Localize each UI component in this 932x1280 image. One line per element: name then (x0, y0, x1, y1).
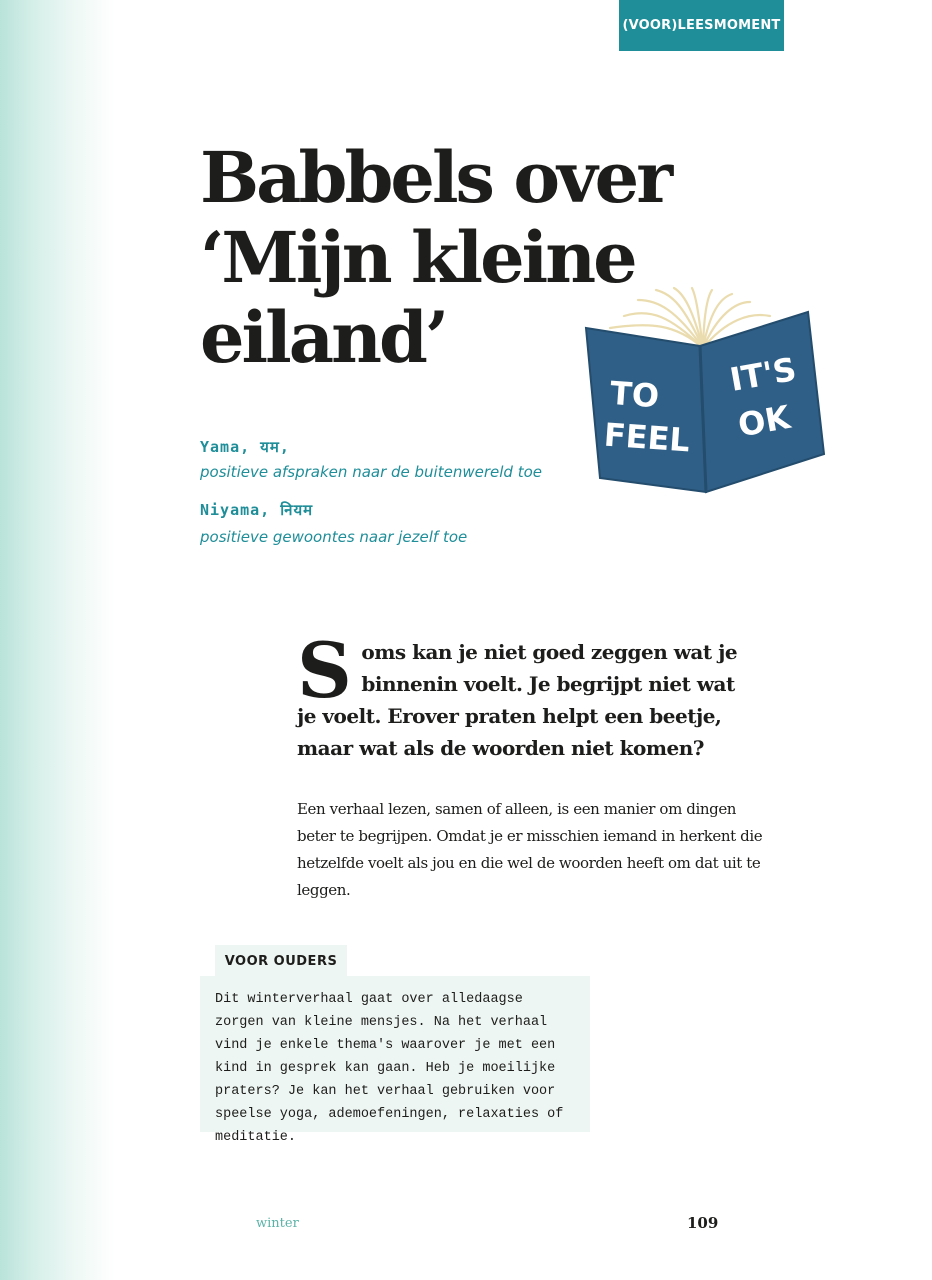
term-yama: Yama, यम, (200, 438, 290, 456)
left-edge-gradient (0, 0, 115, 1280)
open-book-icon (580, 286, 830, 500)
footer-season: winter (256, 1216, 299, 1231)
book-left-line-2: FEEL (602, 415, 692, 460)
parents-box-label: VOOR OUDERS (215, 945, 347, 977)
body-paragraph: Een verhaal lezen, samen of alleen, is een manier om dingen beter te begrijpen. Omdat je er misschien iemand in herkent die hetzelfde voelt als jou en die wel de woorden heeft om dat uit te leggen. (297, 800, 763, 899)
term-yama-description: positieve afspraken naar de buitenwereld toe (200, 463, 542, 481)
book-right-line-1: IT'S (726, 349, 800, 399)
drop-cap: S (297, 626, 352, 715)
intro-text: oms kan je niet goed zeggen wat je binnenin voelt. Je begrijpt niet wat je voelt. Erover praten helpt een beetje, maar wat als de woorden niet komen? (297, 640, 738, 760)
title-line-3: eiland’ (200, 296, 447, 379)
page-number: 109 (687, 1214, 719, 1232)
parents-box-text: Dit winterverhaal gaat over alledaagse zorgen van kleine mensjes. Na het verhaal vind je enkele thema's waarover je met een kind in gesprek kan gaan. Heb je moeilijke praters? Je kan het verhaal gebruiken voor speelse yoga, ademoefeningen, relaxaties of meditatie. (215, 992, 564, 1145)
book-left-line-1: TO (608, 373, 661, 416)
term-niyama: Niyama, नियम (200, 501, 314, 519)
term-niyama-description: positieve gewoontes naar jezelf toe (200, 528, 468, 546)
intro-paragraph (297, 626, 757, 764)
section-tag: (VOOR)LEESMOMENT (619, 0, 784, 51)
book-right-line-2: OK (735, 397, 793, 445)
parents-box (200, 976, 590, 1145)
title-line-1: Babbels over (200, 136, 671, 219)
title-line-2: ‘Mijn kleine (200, 216, 635, 299)
